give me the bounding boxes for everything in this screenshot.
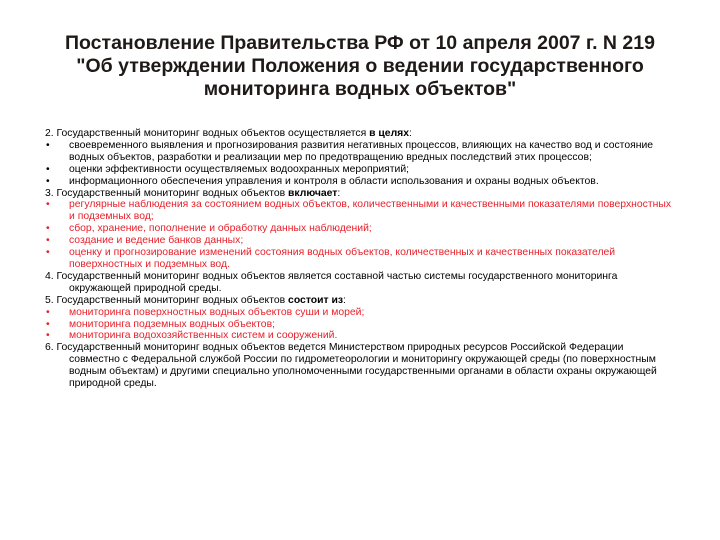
list-item-text: своевременного выявления и прогнозирования развития негативных процессов, влияющих на качество вод и состояние водных объектов, разработки и реализации мер по предотвращению вредных последствий этих процессов;	[69, 139, 654, 163]
bullet-icon: •	[46, 318, 50, 330]
emphasis-vklyuchaet: включает	[288, 187, 338, 199]
paragraph-2: 2. Государственный мониторинг водных объектов осуществляется в целях:	[45, 128, 412, 139]
paragraph-6: 6. Государственный мониторинг водных объектов ведется Министерством природных ресурсов Российской Федерации совместно с Федеральной службой России по гидрометеорологии и мониторингу окружающей среды (по поверхностным водным объектам) и другими специально уполномоченными государственными органами в области охраны окружающей природной среды.	[45, 342, 657, 390]
emphasis-v-celyakh: в целях	[369, 128, 410, 139]
bullet-icon: •	[46, 330, 50, 342]
paragraph-5: 5. Государственный мониторинг водных объектов состоит из:	[45, 294, 346, 306]
list-item-text: информационного обеспечения управления и контроля в области использования и охраны водных объектов.	[69, 175, 599, 187]
list-item-text: мониторинга водохозяйственных систем и сооружений.	[69, 330, 338, 342]
list-item	[45, 330, 677, 342]
list-item	[45, 176, 677, 188]
list-item	[45, 235, 677, 247]
list-item	[45, 199, 677, 223]
emphasis-sostoit-iz: состоит из	[288, 294, 344, 306]
list-item-text: мониторинга подземных водных объектов;	[69, 318, 275, 330]
list-item-text: оценки эффективности осуществляемых водоохранных мероприятий;	[69, 163, 410, 175]
list-item-text: оценку и прогнозирование изменений состояния водных объектов, количественных и качественных показателей поверхностных и подземных вод.	[69, 247, 616, 270]
title-line-1: Постановление Правительства РФ от 10 апреля 2007 г. N 219	[65, 32, 655, 54]
bullet-icon: •	[46, 223, 50, 235]
list-item	[45, 319, 677, 331]
list-consists-of	[45, 307, 677, 343]
bullet-icon: •	[46, 175, 50, 187]
document-body	[45, 128, 677, 390]
paragraph-3: 3. Государственный мониторинг водных объектов включает:	[45, 187, 341, 199]
title-line-2: "Об утверждении Положения о ведении государственного	[76, 55, 644, 77]
list-item-text: сбор, хранение, пополнение и обработку данных наблюдений;	[69, 223, 372, 235]
list-item	[45, 307, 677, 319]
list-includes	[45, 199, 677, 270]
bullet-icon: •	[46, 235, 50, 247]
list-item	[45, 164, 677, 176]
bullet-icon: •	[46, 306, 50, 318]
list-item-text: создание и ведение банков данных;	[69, 235, 244, 247]
title-line-3: мониторинга водных объектов"	[203, 78, 517, 100]
bullet-icon: •	[46, 199, 50, 211]
bullet-icon: •	[46, 163, 50, 175]
list-item	[45, 247, 677, 271]
list-item	[45, 223, 677, 235]
paragraph-4: 4. Государственный мониторинг водных объектов является составной частью системы государственного мониторинга окружающей природной среды.	[45, 270, 618, 294]
list-item	[45, 140, 677, 164]
slide-title	[30, 32, 690, 101]
list-item-text: мониторинга поверхностных водных объектов суши и морей;	[69, 306, 365, 318]
bullet-icon: •	[46, 139, 50, 151]
list-item-text: регулярные наблюдения за состоянием водных объектов, количественными и качественными показателями поверхностных и подземных вод;	[69, 199, 672, 223]
bullet-icon: •	[46, 247, 50, 259]
list-goals	[45, 140, 677, 188]
